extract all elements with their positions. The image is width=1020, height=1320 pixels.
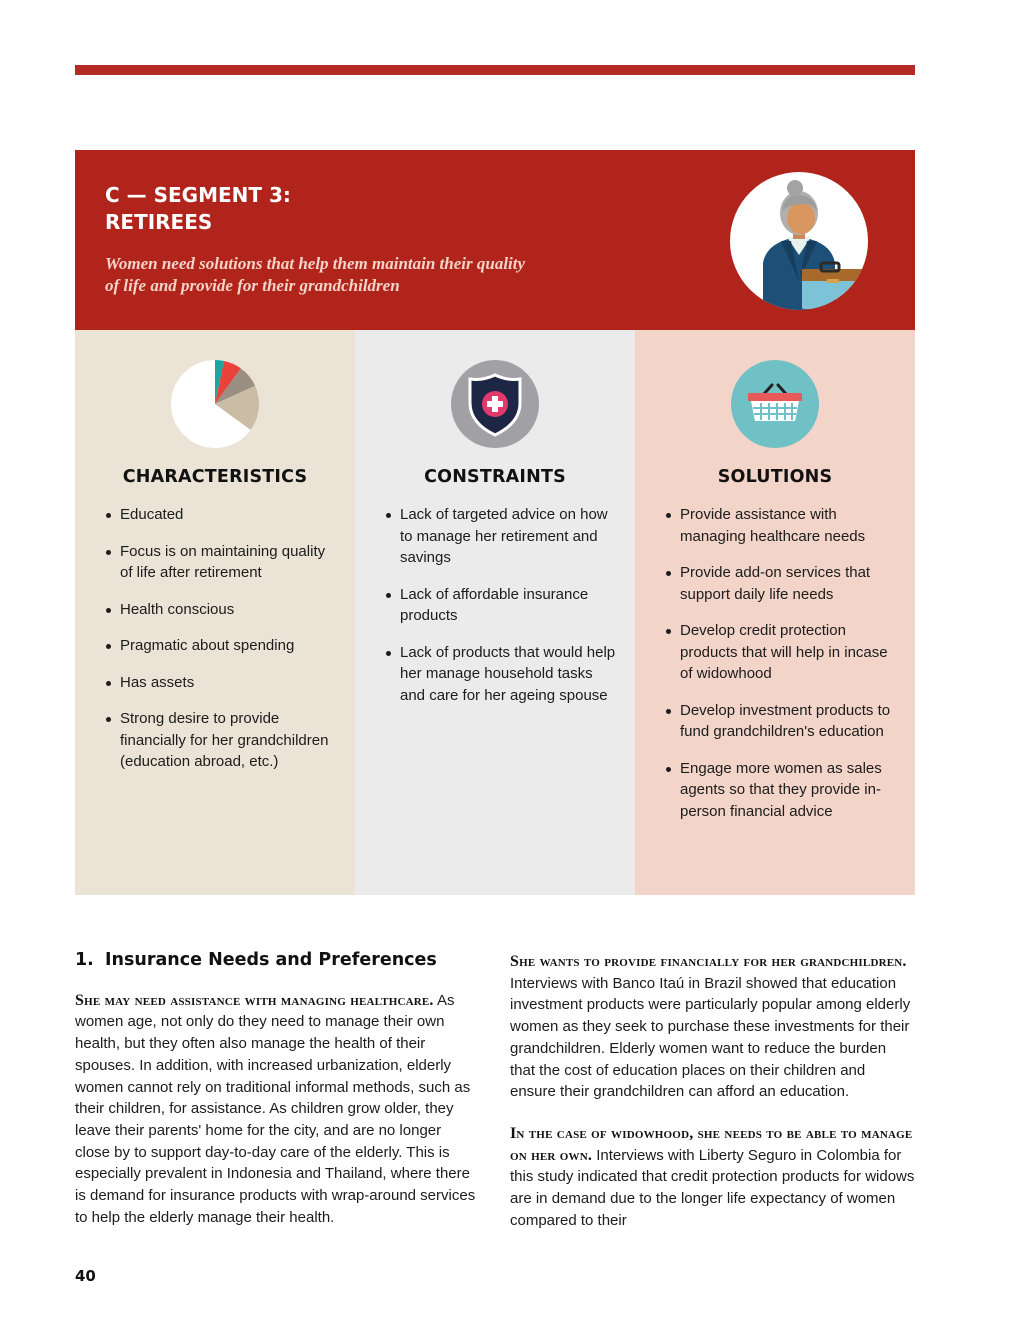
list-item: Develop investment products to fund grandchildren's education [665, 700, 901, 743]
top-rule [75, 65, 915, 75]
constraints-title: CONSTRAINTS [424, 467, 566, 487]
list-item: Strong desire to provide financially for her grandchildren (education abroad, etc.) [105, 708, 341, 773]
paragraph-lead: In the case of widowhood, she needs to be able to manage on her own. [510, 1124, 913, 1164]
list-item: Focus is on maintaining quality of life after retirement [105, 541, 341, 584]
characteristics-column [75, 330, 355, 895]
list-item: Health conscious [105, 599, 341, 621]
list-item: Provide add-on services that support daily life needs [665, 562, 901, 605]
section-title: Insurance Needs and Preferences [105, 950, 437, 970]
paragraph-text: As women age, not only do they need to manage their own health, but they often also manage the health of their spouses. In addition, with increased urbanization, elderly women cannot rely on traditional informal methods, such as their children, for assistance. As children grow older, they leave their parents' home for the city, and are no longer close by to support day-to-day care of the elderly. This is especially prevalent in Indonesia and Thailand, where there is demand for insurance products with wrap-around services to help the elderly manage their health. [75, 991, 476, 1226]
list-item: Provide assistance with managing healthcare needs [665, 504, 901, 547]
page-number: 40 [75, 1267, 96, 1285]
paragraph [75, 990, 480, 1229]
banner-title-line2: RETIREES [105, 210, 213, 234]
list-item: Pragmatic about spending [105, 635, 341, 657]
section-number: 1. [75, 950, 94, 970]
pie-chart-icon [170, 359, 260, 449]
list-item: Lack of affordable insurance products [385, 584, 621, 627]
banner-title-line1: C — SEGMENT 3: [105, 183, 291, 207]
paragraph [510, 951, 915, 1103]
constraints-column [355, 330, 635, 895]
banner-title [105, 182, 505, 236]
paragraph-lead: She may need assistance with managing healthcare. [75, 991, 434, 1009]
section-heading [75, 950, 480, 972]
list-item: Has assets [105, 672, 341, 694]
body-right-column [510, 951, 915, 1251]
list-item: Lack of targeted advice on how to manage her retirement and savings [385, 504, 621, 569]
solutions-title: SOLUTIONS [717, 467, 833, 487]
banner-subtitle: Women need solutions that help them maintain their quality of life and provide for their grandchildren [105, 254, 526, 295]
characteristics-title: CHARACTERISTICS [122, 467, 308, 487]
shield-plus-icon [450, 359, 540, 449]
list-item: Develop credit protection products that will help in incase of widowhood [665, 620, 901, 685]
paragraph-text: Interviews with Liberty Seguro in Colombia for this study indicated that credit protection products for widows are in demand due to the longer life expectancy of women compared to their [510, 1146, 915, 1229]
paragraph-text: Interviews with Banco Itaú in Brazil showed that education investment products were particularly popular among elderly women as they seek to purchase these investments for their grandchildren. Elderly women want to reduce the burden that the cost of education places on their children and ensure their grandchildren can afford an education. [510, 974, 911, 1101]
solutions-column [635, 330, 915, 895]
characteristics-list [105, 504, 341, 788]
list-item: Lack of products that would help her manage household tasks and care for her ageing spouse [385, 642, 621, 707]
list-item: Engage more women as sales agents so that they provide in-person financial advice [665, 758, 901, 823]
elderly-woman-icon [729, 171, 869, 311]
constraints-list [385, 504, 621, 721]
body-left-column [75, 950, 480, 1248]
paragraph-lead: She wants to provide financially for her grandchildren. [510, 953, 907, 970]
paragraph [510, 1123, 915, 1232]
shopping-basket-icon [730, 359, 820, 449]
segment-banner [75, 150, 915, 330]
list-item: Educated [105, 504, 341, 526]
solutions-list [665, 504, 901, 837]
